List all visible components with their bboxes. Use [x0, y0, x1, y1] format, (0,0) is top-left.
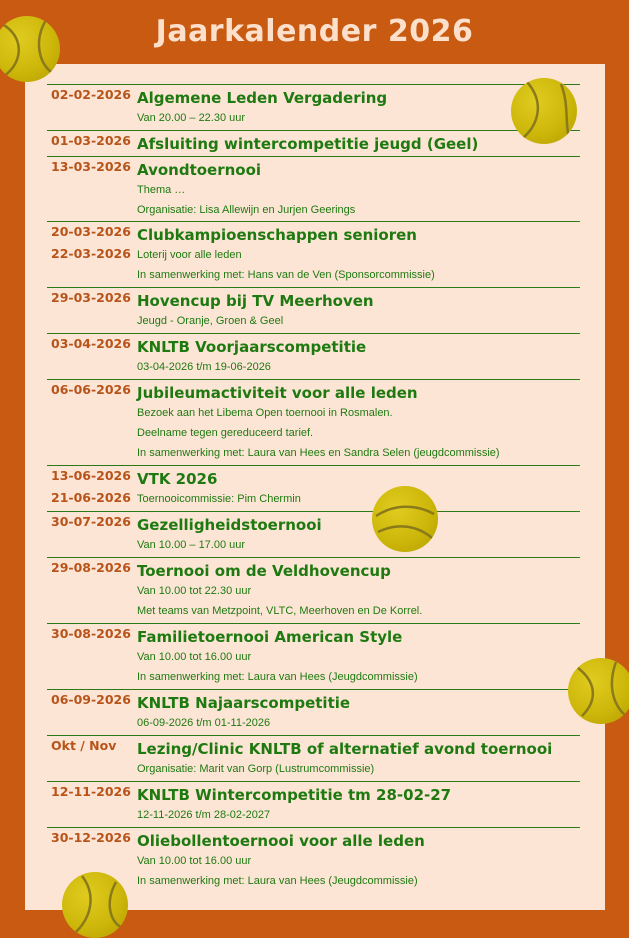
event-detail: Thema … — [137, 184, 186, 196]
tennis-ball-icon — [0, 16, 60, 82]
event-date: 12-11-2026 — [51, 784, 131, 799]
event-title: Familietoernooi American Style — [137, 628, 403, 646]
event-date: 30-08-2026 — [51, 626, 131, 641]
event-dates — [51, 694, 133, 716]
event-content — [137, 225, 577, 285]
event-detail: 03-04-2026 t/m 19-06-2026 — [137, 361, 271, 373]
event-content — [137, 693, 577, 733]
event-row — [47, 221, 580, 288]
event-detail: Van 10.00 tot 22.30 uur — [137, 585, 252, 597]
event-content — [137, 627, 577, 687]
event-title: Oliebollentoernooi voor alle leden — [137, 832, 425, 850]
event-date: 29-08-2026 — [51, 560, 131, 575]
event-row — [47, 689, 580, 736]
event-dates — [51, 384, 133, 406]
event-content — [137, 337, 577, 377]
event-content — [137, 561, 577, 621]
tennis-ball-icon — [62, 872, 128, 938]
event-content — [137, 469, 577, 509]
event-date: 21-06-2026 — [51, 490, 131, 505]
event-title: VTK 2026 — [137, 470, 218, 488]
event-dates — [51, 832, 133, 854]
event-title: Hovencup bij TV Meerhoven — [137, 292, 374, 310]
event-date: 13-06-2026 — [51, 468, 131, 483]
event-title: Avondtoernooi — [137, 161, 262, 179]
event-row — [47, 379, 580, 466]
event-row — [47, 156, 580, 222]
event-detail: Bezoek aan het Libema Open toernooi in Rosmalen. — [137, 407, 393, 419]
event-title: KNLTB Najaarscompetitie — [137, 694, 351, 712]
event-dates — [51, 338, 133, 360]
event-row — [47, 333, 580, 380]
event-detail: Organisatie: Lisa Allewijn en Jurjen Geerings — [137, 204, 356, 216]
event-row — [47, 735, 580, 782]
event-title: Toernooi om de Veldhovencup — [137, 562, 391, 580]
tennis-ball-icon — [511, 78, 577, 144]
event-detail: 06-09-2026 t/m 01-11-2026 — [137, 717, 271, 729]
event-row — [47, 557, 580, 624]
event-row — [47, 130, 580, 157]
event-dates — [51, 226, 133, 270]
event-detail: Van 10.00 tot 16.00 uur — [137, 651, 252, 663]
event-dates — [51, 628, 133, 650]
event-content — [137, 160, 577, 220]
event-dates — [51, 470, 133, 514]
event-row — [47, 781, 580, 828]
event-date: 06-09-2026 — [51, 692, 131, 707]
event-detail: Jeugd - Oranje, Groen & Geel — [137, 315, 284, 327]
event-date: 30-07-2026 — [51, 514, 131, 529]
event-dates — [51, 740, 133, 762]
event-date: 30-12-2026 — [51, 830, 131, 845]
event-detail: Toernooicommissie: Pim Chermin — [137, 493, 301, 505]
event-title: Jubileumactiviteit voor alle leden — [137, 384, 418, 402]
event-row — [47, 511, 580, 558]
event-title: Afsluiting wintercompetitie jeugd (Geel) — [137, 135, 479, 153]
event-row — [47, 84, 580, 131]
event-dates — [51, 89, 133, 111]
event-detail: Deelname tegen gereduceerd tarief. — [137, 427, 314, 439]
event-title: Clubkampioenschappen senioren — [137, 226, 417, 244]
event-content — [137, 383, 577, 463]
event-detail: Van 10.00 – 17.00 uur — [137, 539, 246, 551]
event-detail: In samenwerking met: Hans van de Ven (Sponsorcommissie) — [137, 269, 435, 281]
event-detail: Met teams van Metzpoint, VLTC, Meerhoven en De Korrel. — [137, 605, 423, 617]
event-date: Okt / Nov — [51, 738, 117, 753]
tennis-ball-icon — [372, 486, 438, 552]
event-content — [137, 739, 577, 779]
event-title: Lezing/Clinic KNLTB of alternatief avond toernooi — [137, 740, 553, 758]
event-dates — [51, 292, 133, 314]
event-row — [47, 465, 580, 512]
event-detail: In samenwerking met: Laura van Hees (Jeugdcommissie) — [137, 671, 418, 683]
tennis-ball-icon — [568, 658, 629, 724]
event-detail: Organisatie: Marit van Gorp (Lustrumcommissie) — [137, 763, 375, 775]
event-row — [47, 623, 580, 690]
event-dates — [51, 786, 133, 808]
event-date: 03-04-2026 — [51, 336, 131, 351]
event-date: 13-03-2026 — [51, 159, 131, 174]
event-title: Algemene Leden Vergadering — [137, 89, 388, 107]
event-date: 22-03-2026 — [51, 246, 131, 261]
event-date: 20-03-2026 — [51, 224, 131, 239]
event-detail: In samenwerking met: Laura van Hees (Jeugdcommissie) — [137, 875, 418, 887]
event-dates — [51, 562, 133, 584]
event-date: 29-03-2026 — [51, 290, 131, 305]
event-date: 02-02-2026 — [51, 87, 131, 102]
event-dates — [51, 135, 133, 157]
event-dates — [51, 161, 133, 183]
event-detail: Loterij voor alle leden — [137, 249, 242, 261]
event-row — [47, 287, 580, 334]
event-detail: Van 10.00 tot 16.00 uur — [137, 855, 252, 867]
page-title: Jaarkalender 2026 — [155, 14, 474, 49]
event-detail: 12-11-2026 t/m 28-02-2027 — [137, 809, 271, 821]
event-title: KNLTB Voorjaarscompetitie — [137, 338, 367, 356]
event-content — [137, 831, 577, 891]
event-date: 06-06-2026 — [51, 382, 131, 397]
event-content — [137, 515, 577, 555]
event-content — [137, 785, 577, 825]
event-detail: In samenwerking met: Laura van Hees en Sandra Selen (jeugdcommissie) — [137, 447, 500, 459]
event-date: 01-03-2026 — [51, 133, 131, 148]
event-dates — [51, 516, 133, 538]
event-title: Gezelligheidstoernooi — [137, 516, 322, 534]
event-detail: Van 20.00 – 22.30 uur — [137, 112, 246, 124]
event-title: KNLTB Wintercompetitie tm 28-02-27 — [137, 786, 452, 804]
event-content — [137, 291, 577, 331]
